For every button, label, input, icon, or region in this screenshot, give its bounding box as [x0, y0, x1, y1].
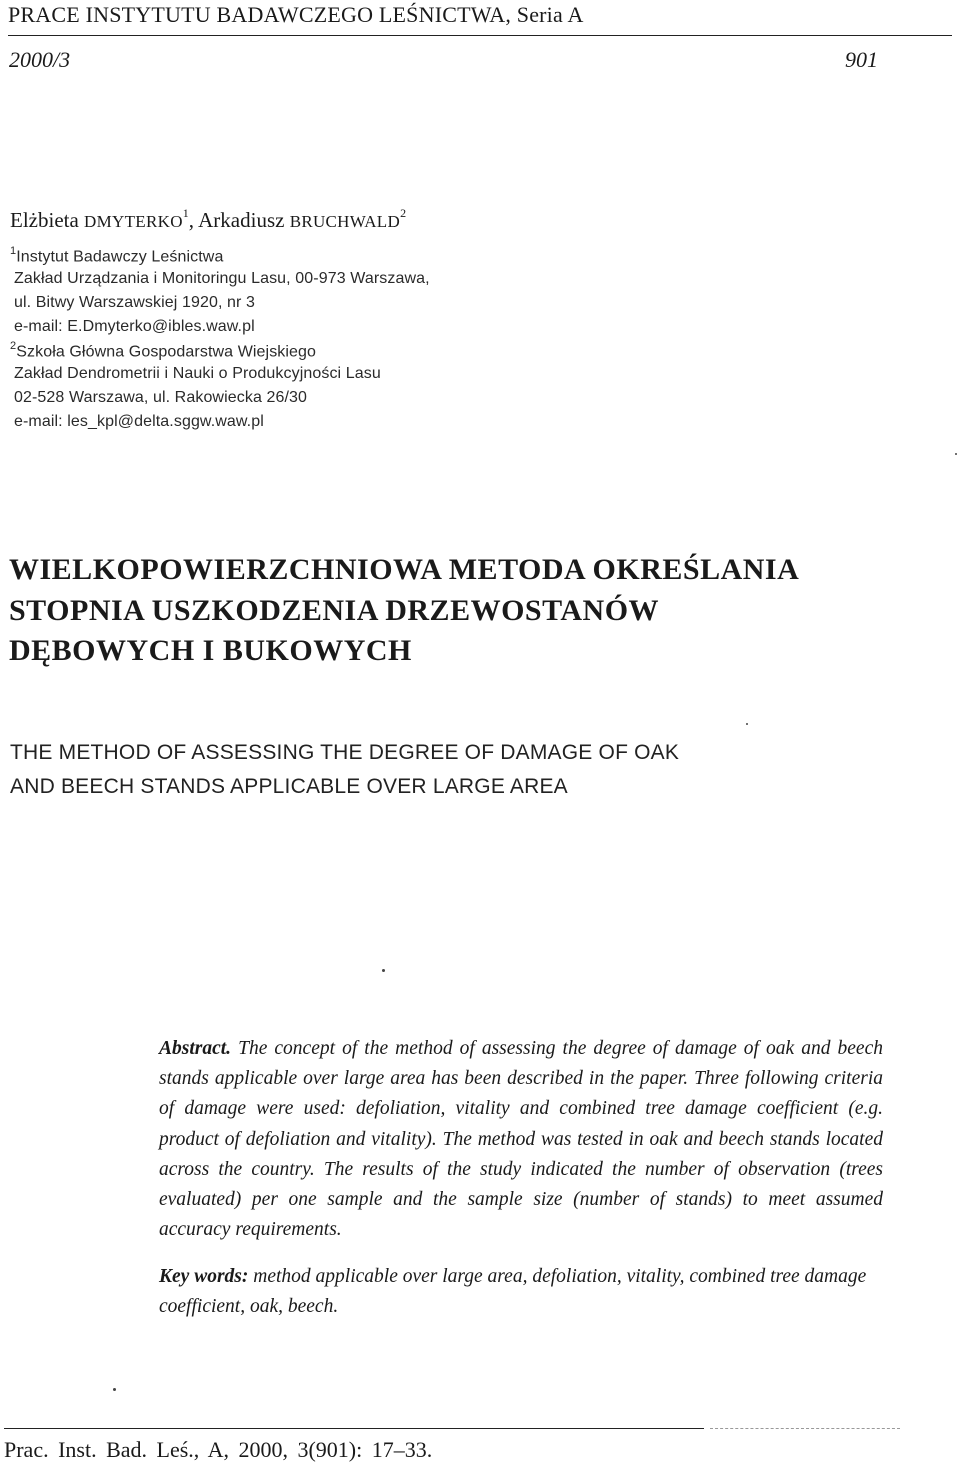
author2-first-name: Arkadiusz: [198, 208, 290, 232]
scan-speck: [746, 723, 748, 725]
title-en-line1: THE METHOD OF ASSESSING THE DEGREE OF DAMAGE OF OAK: [10, 741, 680, 764]
title-pl-line3: DĘBOWYCH I BUKOWYCH: [9, 634, 412, 667]
affiliation2-line3: 02-528 Warszawa, ul. Rakowiecka 26/30: [14, 389, 308, 406]
author1-last-name: DMYTERKO: [84, 212, 183, 231]
abstract-text: The concept of the method of assessing the degree of damage of oak and beech stands applicable over large area has been described in the paper. Three following criteria of damage were used: defoliation, vitality and combined tree damage coefficient (e.g. product of defoliation and vitality). The method was tested in oak and beech stands located across the country. The results of the study indicated the number of observation (trees evaluated) per one sample and the sample size (number of stands) to meet assumed accuracy requirements.: [159, 1038, 883, 1241]
affiliation2-email: e-mail: les_kpl@delta.sggw.waw.pl: [14, 413, 264, 430]
affiliation2-mark: 2: [10, 340, 17, 352]
title-pl-line2: STOPNIA USZKODZENIA DRZEWOSTANÓW: [9, 594, 660, 627]
abstract-label: Abstract.: [159, 1038, 232, 1059]
affiliation1-line3: ul. Bitwy Warszawskiej 1920, nr 3: [14, 294, 256, 311]
affiliation1-email: e-mail: E.Dmyterko@ibles.waw.pl: [14, 318, 255, 335]
affiliation1-line2: Zakład Urządzania i Monitoringu Lasu, 00-973 Warszawa,: [14, 270, 430, 287]
affiliation2-institute: Szkoła Główna Gospodarstwa Wiejskiego: [16, 343, 317, 361]
journal-title: PRACE INSTYTUTU BADAWCZEGO LEŚNICTWA, Seria A: [8, 2, 584, 27]
footer-rule-faint: [710, 1428, 900, 1429]
scan-speck: [113, 1388, 116, 1391]
affiliation1-institute: Instytut Badawczy Leśnictwa: [16, 248, 224, 266]
title-pl-line1: WIELKOPOWIERZCHNIOWA METODA OKREŚLANIA: [9, 553, 800, 586]
affiliation1-line1: [10, 246, 223, 266]
author1-first-name: Elżbieta: [10, 208, 85, 232]
page-number: 901: [845, 47, 878, 72]
scan-speck: [955, 453, 957, 455]
citation: Prac. Inst. Bad. Leś., A, 2000, 3(901): 17–33.: [4, 1437, 433, 1462]
title-en-line2: AND BEECH STANDS APPLICABLE OVER LARGE AREA: [10, 775, 568, 798]
affiliation2-line2: Zakład Dendrometrii i Nauki o Produkcyjności Lasu: [14, 365, 381, 382]
keywords-paragraph: [159, 1262, 883, 1322]
author2-affiliation-mark: 2: [400, 206, 407, 220]
issue-number: 2000/3: [9, 47, 71, 72]
author-separator: ,: [188, 208, 199, 232]
header-rule: [8, 35, 952, 36]
keywords-text: method applicable over large area, defoliation, vitality, combined tree damage coefficient, oak, beech.: [159, 1266, 867, 1318]
affiliation2-line1: [10, 341, 316, 361]
keywords-label: Key words:: [159, 1266, 249, 1287]
author2-last-name: BRUCHWALD: [289, 212, 401, 231]
authors-line: [10, 208, 406, 233]
author1-affiliation-mark: 1: [182, 206, 189, 220]
abstract-paragraph: [159, 1034, 883, 1245]
scan-speck: [382, 969, 385, 972]
affiliation1-mark: 1: [10, 245, 17, 257]
footer-rule: [4, 1428, 704, 1429]
